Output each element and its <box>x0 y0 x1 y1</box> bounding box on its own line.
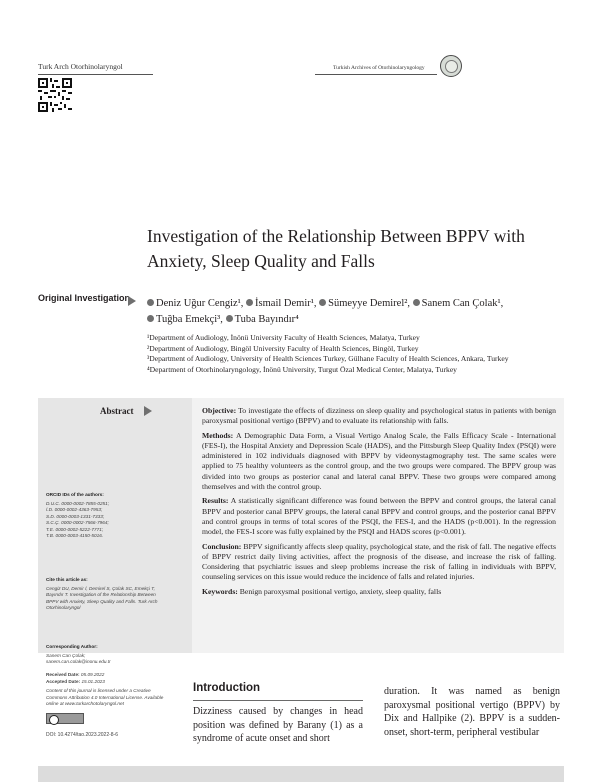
creative-commons-icon[interactable] <box>46 713 84 724</box>
affiliation-list <box>147 333 567 375</box>
affiliation: ²Department of Audiology, Bingöl University Faculty of Health Sciences, Bingöl, Turkey <box>147 343 419 353</box>
section-arrow-icon <box>128 296 136 306</box>
accepted-date <box>46 679 166 686</box>
corresponding-author-block <box>46 644 166 666</box>
abstract-heading: Objective: <box>202 406 237 415</box>
header-rule-right <box>315 74 437 75</box>
orcid-icon[interactable] <box>319 299 326 306</box>
article-type-label: Original Investigation <box>38 293 131 303</box>
abstract-paragraph: A Demographic Data Form, a Visual Vertigo Analog Scale, the Falls Efficacy Scale - International (FES-I), the Hospital Anxiety and Depression Scale (HADS), and the Pittsburgh Sleep Quality Index (PSQI) were administered in 102 individuals diagnosed with BPPV by videonystagmography test. The same scales were applied to 75 healthy volunteers as the control group, and the two groups were compared. The BPPV group was divided into two groups as posterior canal and lateral canal BPPV. These two groups were compared among themselves and with the control group. <box>202 430 556 492</box>
corr-heading: Corresponding Author: <box>46 644 98 649</box>
author-name: Deniz Uğur Cengiz¹, <box>156 298 244 309</box>
abstract-paragraph: BPPV significantly affects sleep quality, psychological state, and the risk of fall. The negative effects of BPPV restrict daily living activities, affect the prognosis of the disease, and increase the risk of falling. Considering that psychiatric issues and sleep problems increase the risk of falling in individuals with BPPV, counseling services on this issue would reduce the incidence of falls and related injuries. <box>202 541 557 582</box>
abstract-paragraph: To investigate the effects of dizziness on sleep quality and psychological status in patients with benign paroxysmal positional vertigo (BPPV) and to evaluate its relationship with falls. <box>202 406 556 426</box>
license-block <box>46 688 166 708</box>
corr-name: Sanem Can Çolak; <box>46 652 86 658</box>
abstract-conclusion <box>202 542 556 583</box>
body-column-right: duration. It was named as benign paroxysmal positional vertigo (BPPV) by Dix and Hallpike (2). BPPV is a sudden-onset, short-term, peripheral vestibular <box>384 686 560 738</box>
author-name: Tuba Bayındır⁴ <box>234 314 299 325</box>
affiliation: ⁴Department of Otorhinolaryngology, İnönü University, Turgut Özal Medical Center, Malatya, Turkey <box>147 364 457 374</box>
author-list <box>147 296 567 328</box>
orcid-icon[interactable] <box>413 299 420 306</box>
introduction-rule <box>193 700 363 701</box>
cite-text: Cengiz DU, Demir İ, Demirel S, Çolak SC, Emekçi T, Bayındır T. Investigation of the Relationship Between BPPV with Anxiety, Sleep Quality and Falls. Turk Arch Otorhinolaryngol <box>46 585 158 610</box>
orcid-icon[interactable] <box>246 299 253 306</box>
abstract-heading: Methods: <box>202 430 234 440</box>
abstract-heading: Conclusion: <box>202 541 242 551</box>
abstract-paragraph: Benign paroxysmal positional vertigo, anxiety, sleep quality, falls <box>239 586 442 596</box>
journal-abbreviation: Turk Arch Otorhinolaryngol <box>38 62 123 71</box>
introduction-heading: Introduction <box>193 682 261 694</box>
abstract-results <box>202 496 556 537</box>
abstract-methods <box>202 431 556 493</box>
abstract-arrow-icon <box>144 406 152 416</box>
qr-code-icon <box>38 78 72 112</box>
accepted-value: 15.01.2023 <box>81 678 105 684</box>
abstract-paragraph: A statistically significant difference was found between the BPPV and control groups, the lateral canal BPPV and posterior canal BPPV groups, the lateral canal BPPV and control groups, and the posterior canal BPPV and control groups in terms of total scores of the PSQI, the FES-I, and the HADS (p<0.001). In the regression model, the FES-I score was fully explained by the PSQI and HADS scores (p<0.001). <box>202 496 556 537</box>
footer-band <box>38 766 564 782</box>
orcid-id: S.D. 0000-0003-1331-7333; <box>46 513 105 519</box>
author-name: Tuğba Emekçi³, <box>156 314 223 325</box>
orcid-id: D.U.C. 0000-0002-7855-0251; <box>46 500 110 506</box>
received-label: Received Date: <box>46 672 80 677</box>
citation-block <box>46 577 166 612</box>
orcid-icon[interactable] <box>147 315 154 322</box>
abstract-text <box>202 406 556 601</box>
dates-block <box>46 672 166 685</box>
abstract-heading: Keywords: <box>202 586 238 596</box>
orcid-id: T.E. 0000-0002-5222-7771; <box>46 526 104 532</box>
author-line-2 <box>147 312 567 328</box>
header-rule-left <box>38 74 153 75</box>
author-line-1 <box>147 296 567 312</box>
doi[interactable]: DOI: 10.4274/tao.2023.2022-8-6 <box>46 732 118 738</box>
orcid-heading: ORCID IDs of the authors: <box>46 492 104 497</box>
author-name: Sümeyye Demirel², <box>328 298 411 309</box>
orcid-id: T.B. 0000-0003-4150-5016. <box>46 533 104 538</box>
orcid-ids-block <box>46 492 166 540</box>
orcid-icon[interactable] <box>147 299 154 306</box>
orcid-icon[interactable] <box>226 315 233 322</box>
abstract-heading: Results: <box>202 496 229 506</box>
orcid-id: İ.D. 0000-0002-4363-7953; <box>46 507 103 512</box>
affiliation: ¹Department of Audiology, İnönü University Faculty of Health Sciences, Malatya, Turkey <box>147 333 420 342</box>
abstract-objective <box>202 406 556 427</box>
abstract-label: Abstract <box>100 406 134 416</box>
abstract-keywords <box>202 587 556 597</box>
author-name: Sanem Can Çolak¹, <box>421 298 504 309</box>
journal-seal-icon <box>440 55 462 77</box>
received-value: 05.09.2022 <box>80 672 105 677</box>
license-text: Content of this journal is licensed under a Creative Commons Attribution 4.0 International License. Available online at www.turkarchotolaryngol.net <box>46 688 164 706</box>
body-column-left: Dizziness caused by changes in head position was defined by Barany (1) as a syndrome of acute onset and short <box>193 706 363 745</box>
accepted-label: Accepted Date: <box>46 678 81 684</box>
orcid-id: S.C.Ç. 0000-0002-7566-7964; <box>46 520 109 525</box>
cite-heading: Cite this article as: <box>46 577 88 582</box>
article-title: Investigation of the Relationship Between BPPV with Anxiety, Sleep Quality and Falls <box>147 226 525 271</box>
journal-name: Turkish Archives of Otorhinolaryngology <box>333 65 425 71</box>
corr-email[interactable]: sanem.can.colak@inonu.edu.tr <box>46 659 111 664</box>
author-name: İsmail Demir¹, <box>255 298 317 309</box>
affiliation: ³Department of Audiology, University of Health Sciences Turkey, Gülhane Faculty of Health Sciences, Ankara, Turkey <box>147 354 509 363</box>
